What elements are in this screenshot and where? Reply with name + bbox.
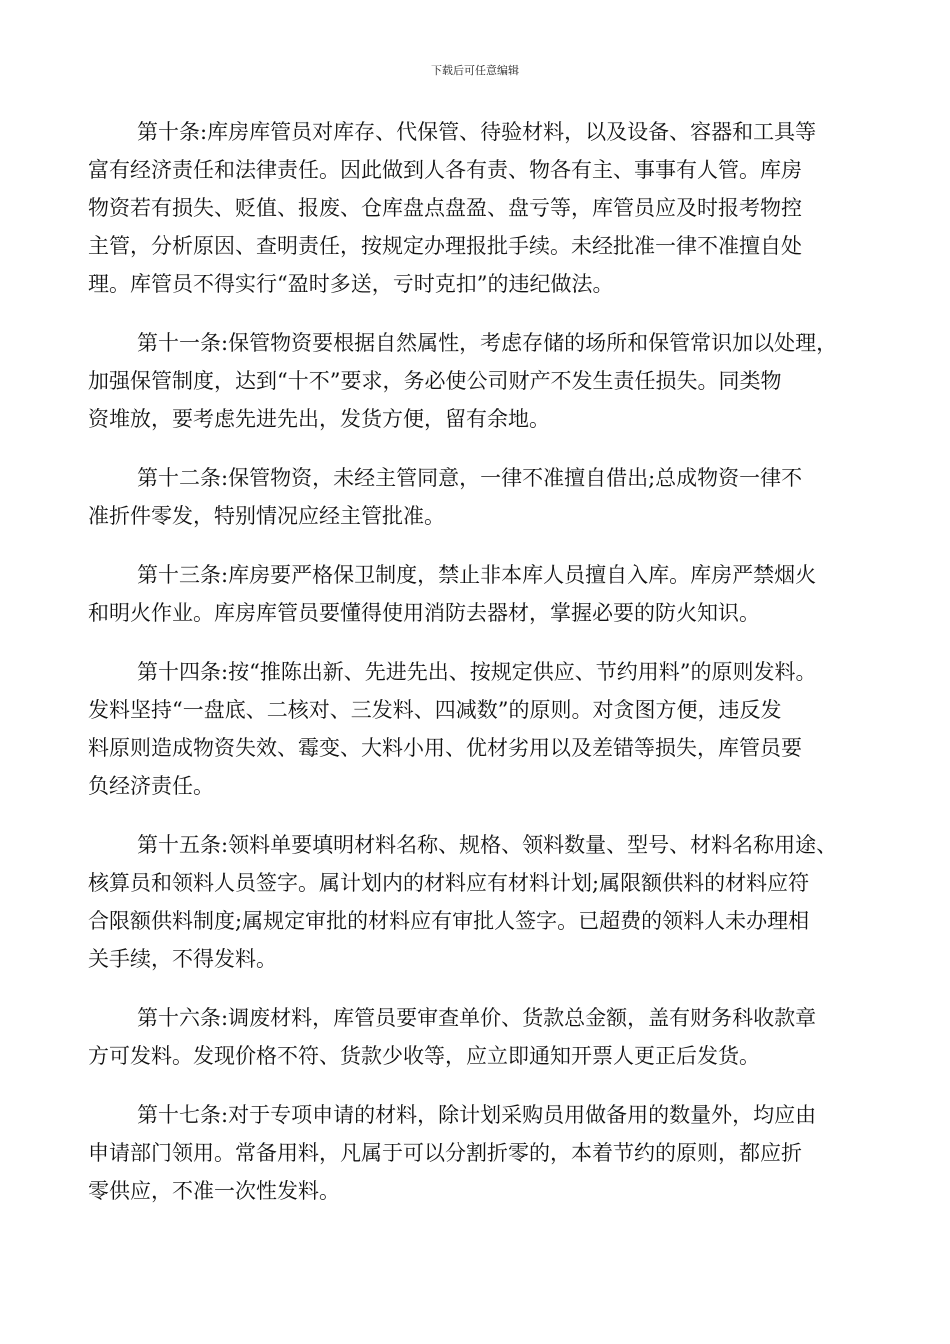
text-line: 第十一条:保管物资要根据自然属性，考虑存储的场所和保管常识加以处理， bbox=[137, 331, 838, 355]
text-line: 和明火作业。库房库管员要懂得使用消防去器材，掌握必要的防火知识。 bbox=[88, 601, 760, 625]
text-line: 第十七条:对于专项申请的材料，除计划采购员用做备用的数量外，均应由 bbox=[137, 1103, 817, 1127]
text-line: 理。库管员不得实行“盈时多送，亏时克扣”的违纪做法。 bbox=[88, 272, 614, 296]
text-line: 方可发料。发现价格不符、货款少收等，应立即通知开票人更正后发货。 bbox=[88, 1044, 760, 1068]
text-line: 料原则造成物资失效、霉变、大料小用、优材劣用以及差错等损失，库管员要 bbox=[88, 736, 802, 760]
text-line: 关手续，不得发料。 bbox=[88, 947, 277, 971]
text-line: 核算员和领料人员签字。属计划内的材料应有材料计划;属限额供料的材料应符 bbox=[88, 871, 810, 895]
text-line: 准折件零发，特别情况应经主管批准。 bbox=[88, 504, 445, 528]
text-line: 加强保管制度，达到“十不”要求，务必使公司财产不发生责任损失。同类物 bbox=[88, 369, 782, 393]
text-line: 合限额供料制度;属规定审批的材料应有审批人签字。已超费的领料人未办理相 bbox=[88, 909, 810, 933]
text-line: 发料坚持“一盘底、二核对、三发料、四减数”的原则。对贪图方便，违反发 bbox=[88, 698, 782, 722]
text-line: 主管，分析原因、查明责任，按规定办理报批手续。未经批准一律不准擅自处 bbox=[88, 234, 802, 258]
text-line: 富有经济责任和法律责任。因此做到人各有责、物各有主、事事有人管。库房 bbox=[88, 158, 802, 182]
text-line: 第十二条:保管物资，未经主管同意，一律不准擅自借出;总成物资一律不 bbox=[137, 466, 803, 490]
text-line: 资堆放，要考虑先进先出，发货方便，留有余地。 bbox=[88, 407, 550, 431]
text-line: 第十六条:调废材料，库管员要审查单价、货款总金额，盖有财务科收款章 bbox=[137, 1006, 817, 1030]
text-line: 物资若有损失、贬值、报废、仓库盘点盘盈、盘亏等，库管员应及时报考物控 bbox=[88, 196, 802, 220]
page-header-note: 下载后可任意编辑 bbox=[431, 64, 519, 77]
text-line: 第十四条:按“推陈出新、先进先出、按规定供应、节约用料”的原则发料。 bbox=[137, 660, 817, 684]
text-line: 第十五条:领料单要填明材料名称、规格、领料数量、型号、材料名称用途、 bbox=[137, 833, 838, 857]
text-line: 第十条:库房库管员对库存、代保管、待验材料，以及设备、容器和工具等 bbox=[137, 120, 817, 144]
text-line: 负经济责任。 bbox=[88, 774, 214, 798]
text-line: 申请部门领用。常备用料，凡属于可以分割折零的，本着节约的原则，都应折 bbox=[88, 1141, 802, 1165]
text-line: 零供应，不准一次性发料。 bbox=[88, 1179, 340, 1203]
text-line: 第十三条:库房要严格保卫制度，禁止非本库人员擅自入库。库房严禁烟火 bbox=[137, 563, 817, 587]
